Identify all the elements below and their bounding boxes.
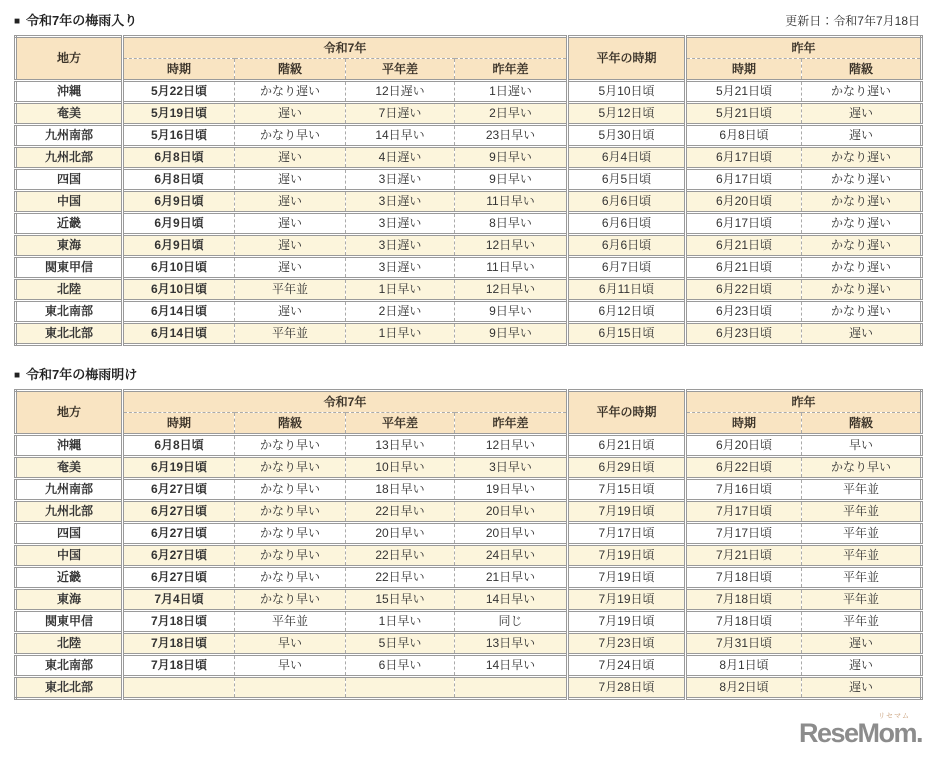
cell-normal-term: 6月5日頃: [568, 169, 686, 191]
table-row: [16, 301, 922, 323]
cell-normal-diff: 3日遅い: [346, 191, 455, 213]
cell-lastyear-diff: 11日早い: [455, 257, 568, 279]
cell-lastyear-diff: 11日早い: [455, 191, 568, 213]
cell-normal-term: 7月19日頃: [568, 589, 686, 611]
cell-region: 四国: [16, 523, 123, 545]
cell-lastyear-term: 6月17日頃: [686, 147, 802, 169]
cell-term: 5月16日頃: [123, 125, 235, 147]
cell-lastyear-level: かなり遅い: [802, 81, 922, 103]
cell-lastyear-diff: 9日早い: [455, 169, 568, 191]
cell-normal-diff: 22日早い: [346, 501, 455, 523]
cell-normal-diff: 22日早い: [346, 545, 455, 567]
cell-lastyear-diff: 2日早い: [455, 103, 568, 125]
cell-region: 東北南部: [16, 301, 123, 323]
cell-lastyear-diff: 13日早い: [455, 633, 568, 655]
cell-lastyear-level: 遅い: [802, 633, 922, 655]
cell-term: 7月4日頃: [123, 589, 235, 611]
cell-level: 平年並: [235, 323, 346, 345]
cell-normal-term: 5月10日頃: [568, 81, 686, 103]
col-header-normal-term: 平年の時期: [568, 37, 686, 81]
cell-lastyear-diff: 24日早い: [455, 545, 568, 567]
cell-lastyear-term: 7月31日頃: [686, 633, 802, 655]
cell-lastyear-level: 平年並: [802, 611, 922, 633]
col-header-normal-diff: 平年差: [346, 413, 455, 435]
col-group-last-year: 昨年: [686, 391, 922, 413]
col-group-current-year: 令和7年: [123, 391, 568, 413]
cell-region: 九州南部: [16, 125, 123, 147]
bullet-icon: ■: [14, 16, 21, 27]
cell-term: 6月27日頃: [123, 479, 235, 501]
cell-lastyear-diff: 20日早い: [455, 501, 568, 523]
table-row: [16, 279, 922, 301]
cell-region: 関東甲信: [16, 611, 123, 633]
cell-term: 7月18日頃: [123, 611, 235, 633]
cell-lastyear-level: 平年並: [802, 501, 922, 523]
col-header-term: 時期: [123, 413, 235, 435]
cell-term: 7月18日頃: [123, 633, 235, 655]
cell-lastyear-level: かなり遅い: [802, 213, 922, 235]
cell-lastyear-level: 平年並: [802, 479, 922, 501]
cell-lastyear-term: 7月18日頃: [686, 589, 802, 611]
cell-region: 北陸: [16, 279, 123, 301]
cell-region: 東北北部: [16, 323, 123, 345]
cell-level: かなり早い: [235, 589, 346, 611]
cell-level: かなり早い: [235, 501, 346, 523]
cell-term: 6月8日頃: [123, 147, 235, 169]
cell-lastyear-diff: 3日早い: [455, 457, 568, 479]
col-header-lastyear-term: 時期: [686, 59, 802, 81]
cell-level: 遅い: [235, 301, 346, 323]
cell-term: 6月14日頃: [123, 323, 235, 345]
cell-lastyear-diff: 20日早い: [455, 523, 568, 545]
cell-normal-term: 6月21日頃: [568, 435, 686, 457]
cell-level: 遅い: [235, 257, 346, 279]
cell-normal-diff: 2日遅い: [346, 301, 455, 323]
cell-level: かなり早い: [235, 457, 346, 479]
cell-normal-term: 7月19日頃: [568, 567, 686, 589]
bullet-icon: ■: [14, 370, 21, 381]
cell-normal-diff: 15日早い: [346, 589, 455, 611]
cell-normal-diff: 1日早い: [346, 611, 455, 633]
cell-lastyear-level: かなり遅い: [802, 147, 922, 169]
cell-lastyear-term: 6月17日頃: [686, 213, 802, 235]
cell-normal-diff: 3日遅い: [346, 213, 455, 235]
cell-lastyear-term: 6月21日頃: [686, 235, 802, 257]
cell-lastyear-term: 6月22日頃: [686, 457, 802, 479]
cell-term: 6月9日頃: [123, 191, 235, 213]
cell-lastyear-level: かなり遅い: [802, 257, 922, 279]
cell-term: 6月14日頃: [123, 301, 235, 323]
col-header-region: 地方: [16, 37, 123, 81]
cell-lastyear-term: 5月21日頃: [686, 81, 802, 103]
cell-region: 関東甲信: [16, 257, 123, 279]
cell-lastyear-level: かなり遅い: [802, 301, 922, 323]
cell-lastyear-diff: 8日早い: [455, 213, 568, 235]
cell-term: 6月27日頃: [123, 523, 235, 545]
cell-normal-term: 6月29日頃: [568, 457, 686, 479]
section1-title-text: 令和7年の梅雨入り: [26, 13, 138, 28]
col-header-lastyear-diff: 昨年差: [455, 413, 568, 435]
col-header-normal-diff: 平年差: [346, 59, 455, 81]
cell-lastyear-term: 7月21日頃: [686, 545, 802, 567]
cell-lastyear-term: 8月1日頃: [686, 655, 802, 677]
cell-level: かなり早い: [235, 523, 346, 545]
cell-lastyear-level: 遅い: [802, 103, 922, 125]
cell-lastyear-term: 6月23日頃: [686, 323, 802, 345]
resemom-logo-ruby: リセマム: [878, 713, 910, 720]
resemom-logo-text: ReseMom.: [798, 718, 922, 748]
cell-level: 遅い: [235, 213, 346, 235]
cell-region: 近畿: [16, 567, 123, 589]
cell-lastyear-level: 遅い: [802, 655, 922, 677]
cell-lastyear-term: 8月2日頃: [686, 677, 802, 699]
cell-level: かなり早い: [235, 125, 346, 147]
cell-normal-term: 7月24日頃: [568, 655, 686, 677]
cell-lastyear-term: 7月17日頃: [686, 523, 802, 545]
table-row: [16, 589, 922, 611]
cell-region: 九州南部: [16, 479, 123, 501]
table-row: [16, 81, 922, 103]
cell-lastyear-term: 6月20日頃: [686, 435, 802, 457]
cell-level: 遅い: [235, 147, 346, 169]
cell-level: 早い: [235, 633, 346, 655]
cell-normal-term: 7月15日頃: [568, 479, 686, 501]
update-date: 更新日：令和7年7月18日: [785, 14, 920, 28]
cell-region: 四国: [16, 169, 123, 191]
cell-normal-term: 7月17日頃: [568, 523, 686, 545]
cell-lastyear-level: 遅い: [802, 125, 922, 147]
cell-normal-term: 5月12日頃: [568, 103, 686, 125]
cell-lastyear-level: 平年並: [802, 523, 922, 545]
cell-region: 沖縄: [16, 435, 123, 457]
cell-term: [123, 677, 235, 699]
cell-normal-term: 6月7日頃: [568, 257, 686, 279]
section2-title: [14, 364, 137, 383]
table-row: [16, 523, 922, 545]
col-header-level: 階級: [235, 413, 346, 435]
cell-normal-diff: 18日早い: [346, 479, 455, 501]
table-header: [16, 391, 922, 435]
table-row: [16, 633, 922, 655]
cell-region: 近畿: [16, 213, 123, 235]
cell-lastyear-term: 7月18日頃: [686, 567, 802, 589]
table-row: [16, 125, 922, 147]
table-row: [16, 235, 922, 257]
col-group-current-year: 令和7年: [123, 37, 568, 59]
cell-lastyear-term: 6月21日頃: [686, 257, 802, 279]
cell-region: 沖縄: [16, 81, 123, 103]
cell-level: 遅い: [235, 169, 346, 191]
table-row: [16, 611, 922, 633]
cell-normal-term: 5月30日頃: [568, 125, 686, 147]
cell-lastyear-level: かなり遅い: [802, 191, 922, 213]
col-header-level: 階級: [235, 59, 346, 81]
cell-level: 遅い: [235, 235, 346, 257]
cell-lastyear-term: 7月16日頃: [686, 479, 802, 501]
cell-normal-diff: 3日遅い: [346, 235, 455, 257]
table-row: [16, 191, 922, 213]
col-header-term: 時期: [123, 59, 235, 81]
table-row: [16, 479, 922, 501]
cell-normal-diff: [346, 677, 455, 699]
cell-lastyear-diff: [455, 677, 568, 699]
cell-lastyear-level: 平年並: [802, 567, 922, 589]
cell-normal-diff: 1日早い: [346, 279, 455, 301]
resemom-logo: [798, 713, 922, 748]
col-header-normal-term: 平年の時期: [568, 391, 686, 435]
cell-term: 6月19日頃: [123, 457, 235, 479]
section1-title: [14, 10, 137, 29]
cell-lastyear-level: かなり早い: [802, 457, 922, 479]
cell-normal-term: 6月6日頃: [568, 213, 686, 235]
cell-lastyear-diff: 12日早い: [455, 435, 568, 457]
cell-normal-diff: 4日遅い: [346, 147, 455, 169]
cell-lastyear-level: かなり遅い: [802, 235, 922, 257]
cell-region: 中国: [16, 191, 123, 213]
cell-lastyear-diff: 9日早い: [455, 323, 568, 345]
cell-lastyear-diff: 19日早い: [455, 479, 568, 501]
cell-term: 6月10日頃: [123, 257, 235, 279]
table-row: [16, 257, 922, 279]
cell-lastyear-level: 平年並: [802, 589, 922, 611]
cell-normal-diff: 12日遅い: [346, 81, 455, 103]
table-row: [16, 655, 922, 677]
cell-lastyear-term: 6月20日頃: [686, 191, 802, 213]
cell-term: 5月19日頃: [123, 103, 235, 125]
rainy-season-start-table: [14, 35, 923, 346]
col-header-lastyear-level: 階級: [802, 59, 922, 81]
cell-lastyear-diff: 1日遅い: [455, 81, 568, 103]
cell-level: かなり早い: [235, 567, 346, 589]
col-header-region: 地方: [16, 391, 123, 435]
cell-lastyear-diff: 9日早い: [455, 301, 568, 323]
table-row: [16, 147, 922, 169]
cell-region: 東海: [16, 235, 123, 257]
table-row: [16, 213, 922, 235]
cell-lastyear-level: 早い: [802, 435, 922, 457]
cell-normal-diff: 1日早い: [346, 323, 455, 345]
cell-lastyear-term: 6月22日頃: [686, 279, 802, 301]
table-row: [16, 323, 922, 345]
cell-term: 6月8日頃: [123, 169, 235, 191]
table-row: [16, 545, 922, 567]
cell-normal-diff: 14日早い: [346, 125, 455, 147]
cell-term: 6月9日頃: [123, 213, 235, 235]
cell-level: かなり早い: [235, 435, 346, 457]
table-row: [16, 457, 922, 479]
cell-term: 6月10日頃: [123, 279, 235, 301]
cell-term: 6月9日頃: [123, 235, 235, 257]
section2-header: [14, 364, 920, 383]
cell-lastyear-diff: 12日早い: [455, 279, 568, 301]
cell-region: 東海: [16, 589, 123, 611]
col-group-last-year: 昨年: [686, 37, 922, 59]
cell-normal-diff: 3日遅い: [346, 257, 455, 279]
section1-header: [14, 10, 920, 29]
cell-term: 5月22日頃: [123, 81, 235, 103]
cell-term: 6月27日頃: [123, 501, 235, 523]
cell-normal-diff: 10日早い: [346, 457, 455, 479]
cell-normal-diff: 13日早い: [346, 435, 455, 457]
cell-level: 早い: [235, 655, 346, 677]
table-row: [16, 169, 922, 191]
cell-normal-term: 6月11日頃: [568, 279, 686, 301]
rainy-season-end-table: [14, 389, 923, 700]
cell-normal-diff: 6日早い: [346, 655, 455, 677]
cell-level: [235, 677, 346, 699]
cell-lastyear-term: 7月18日頃: [686, 611, 802, 633]
cell-lastyear-diff: 23日早い: [455, 125, 568, 147]
cell-normal-diff: 3日遅い: [346, 169, 455, 191]
cell-lastyear-level: 遅い: [802, 677, 922, 699]
cell-region: 九州北部: [16, 501, 123, 523]
cell-level: 平年並: [235, 279, 346, 301]
cell-normal-diff: 22日早い: [346, 567, 455, 589]
cell-normal-term: 7月28日頃: [568, 677, 686, 699]
cell-normal-diff: 7日遅い: [346, 103, 455, 125]
cell-lastyear-diff: 14日早い: [455, 589, 568, 611]
cell-lastyear-diff: 14日早い: [455, 655, 568, 677]
cell-normal-term: 6月6日頃: [568, 235, 686, 257]
cell-normal-term: 6月12日頃: [568, 301, 686, 323]
cell-normal-term: 7月23日頃: [568, 633, 686, 655]
col-header-lastyear-diff: 昨年差: [455, 59, 568, 81]
cell-lastyear-term: 5月21日頃: [686, 103, 802, 125]
cell-lastyear-diff: 9日早い: [455, 147, 568, 169]
table-row: [16, 435, 922, 457]
cell-region: 東北北部: [16, 677, 123, 699]
cell-normal-diff: 20日早い: [346, 523, 455, 545]
cell-level: 平年並: [235, 611, 346, 633]
cell-region: 奄美: [16, 457, 123, 479]
cell-term: 6月27日頃: [123, 545, 235, 567]
cell-normal-diff: 5日早い: [346, 633, 455, 655]
cell-level: かなり早い: [235, 545, 346, 567]
cell-lastyear-term: 7月17日頃: [686, 501, 802, 523]
cell-lastyear-level: 平年並: [802, 545, 922, 567]
cell-term: 6月8日頃: [123, 435, 235, 457]
cell-lastyear-level: かなり遅い: [802, 279, 922, 301]
section2-title-text: 令和7年の梅雨明け: [26, 367, 138, 382]
cell-normal-term: 6月15日頃: [568, 323, 686, 345]
cell-term: 7月18日頃: [123, 655, 235, 677]
cell-normal-term: 6月4日頃: [568, 147, 686, 169]
table-row: [16, 567, 922, 589]
cell-region: 北陸: [16, 633, 123, 655]
table-header: [16, 37, 922, 81]
cell-normal-term: 7月19日頃: [568, 501, 686, 523]
table-row: [16, 501, 922, 523]
table-row: [16, 677, 922, 699]
cell-normal-term: 7月19日頃: [568, 611, 686, 633]
cell-region: 奄美: [16, 103, 123, 125]
cell-lastyear-diff: 12日早い: [455, 235, 568, 257]
cell-normal-term: 6月6日頃: [568, 191, 686, 213]
cell-region: 中国: [16, 545, 123, 567]
cell-level: 遅い: [235, 103, 346, 125]
cell-lastyear-term: 6月23日頃: [686, 301, 802, 323]
cell-region: 東北南部: [16, 655, 123, 677]
cell-term: 6月27日頃: [123, 567, 235, 589]
col-header-lastyear-term: 時期: [686, 413, 802, 435]
cell-lastyear-diff: 21日早い: [455, 567, 568, 589]
cell-lastyear-diff: 同じ: [455, 611, 568, 633]
cell-level: かなり早い: [235, 479, 346, 501]
table-row: [16, 103, 922, 125]
cell-lastyear-term: 6月17日頃: [686, 169, 802, 191]
col-header-lastyear-level: 階級: [802, 413, 922, 435]
cell-level: かなり遅い: [235, 81, 346, 103]
cell-region: 九州北部: [16, 147, 123, 169]
cell-normal-term: 7月19日頃: [568, 545, 686, 567]
cell-lastyear-level: かなり遅い: [802, 169, 922, 191]
cell-level: 遅い: [235, 191, 346, 213]
cell-lastyear-level: 遅い: [802, 323, 922, 345]
cell-lastyear-term: 6月8日頃: [686, 125, 802, 147]
